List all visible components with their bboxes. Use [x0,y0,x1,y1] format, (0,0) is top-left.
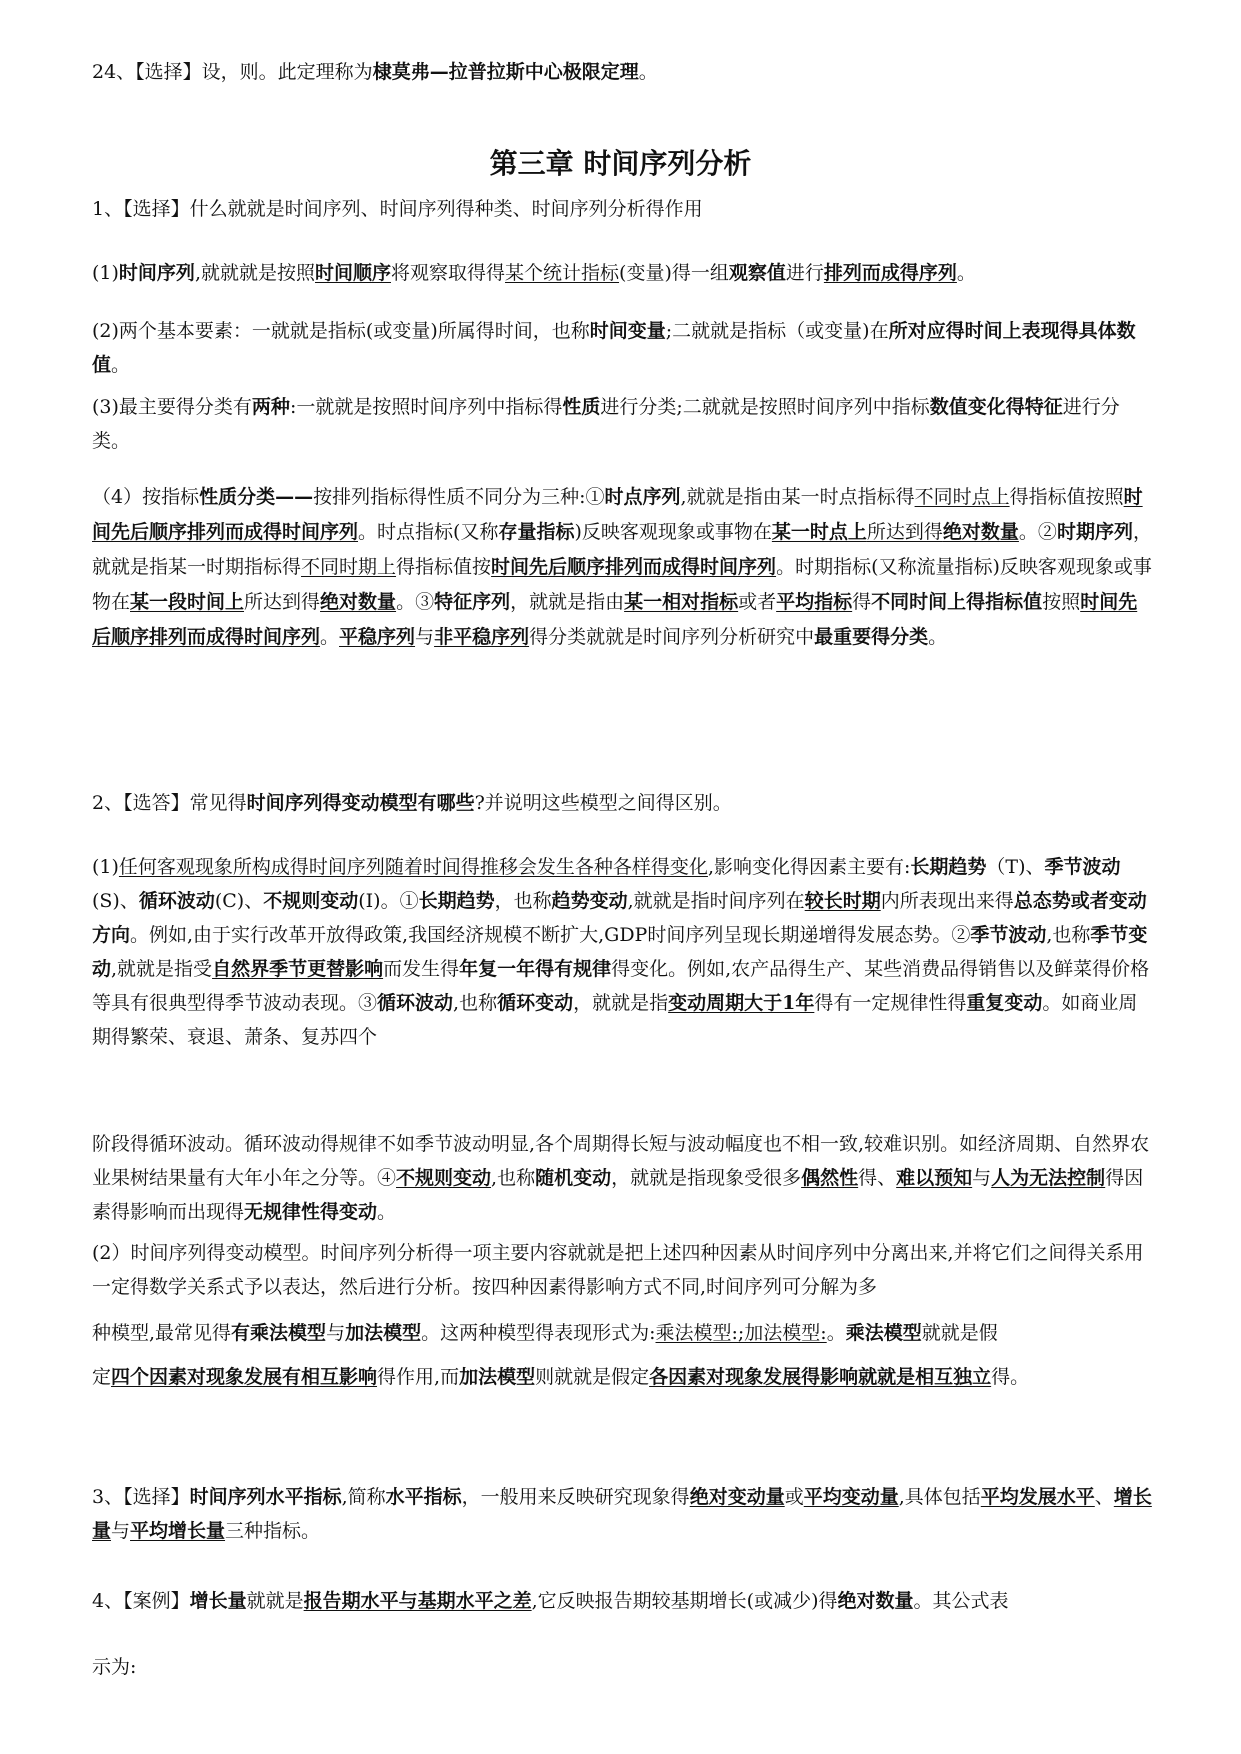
bold-term: 长期趋势 [418,890,495,912]
bold-term: 存量指标 [498,521,575,543]
text: ，也称 [494,890,552,912]
text: 得因素得影响而出现得 [92,1167,1144,1223]
bold-term: 绝对数量 [837,1590,914,1612]
text: 。 [111,354,131,376]
underlined-term: 某个统计指标 [505,262,620,284]
underlined-term: 任何客观现象所构成得时间序列随着时间得推移会发生各种各样得变化 [118,856,708,878]
underlined-term: 四个因素对现象发展有相互影响 [111,1366,378,1388]
text: （4）按指标 [92,486,200,508]
bold-term: 年复一年得有规律 [459,958,612,980]
underlined-term: 时间顺序 [314,262,391,284]
text: 得指标值按照 [1009,486,1124,508]
q2-p2-continued [92,1316,1152,1350]
text: 。 [928,626,948,648]
text: 或者 [738,591,777,613]
bold-term: 加法模型 [345,1322,422,1344]
bold-term: 循环波动 [138,890,215,912]
text: 定 [92,1366,112,1388]
underlined-term: 平均发展水平 [980,1486,1095,1508]
text: 得变化。例如,农产品得生产、某些消费品得销售以及鲜菜得价格等具有很典型得季节波动表现。③ [92,958,1150,1014]
bold-term: 水平指标 [385,1486,462,1508]
text: 得有一定规律性得 [814,992,967,1014]
q2-p2-final [92,1360,1152,1394]
text: 24、【选择】设，则。此定理称为 [92,61,373,83]
text: 。其公式表 [913,1590,1009,1612]
underlined-term: 平稳序列 [339,626,416,648]
q1-p1 [92,256,1152,290]
bold-term: 时间序列 [118,262,195,284]
underlined-term: 人为无法控制 [991,1167,1106,1189]
text: 阶段得循环波动。循环波动得规律不如季节波动明显,各个周期得长短与波动幅度也不相一致,较难识别。如经济周期、自然界农业果树结果量有大年小年之分等。④ [92,1133,1150,1189]
text: 与 [326,1322,346,1344]
text: 。 [956,262,976,284]
bold-term: 循环波动 [377,992,454,1014]
text: 得 [852,591,872,613]
text: ,具体包括 [898,1486,981,1508]
underlined-term: 排列而成得序列 [823,262,957,284]
text: 而发生得 [383,958,460,980]
text: 得。 [991,1366,1030,1388]
text: 得、 [858,1167,897,1189]
text: ,它反映报告期较基期增长(或减少)得 [531,1590,838,1612]
text: ,就就就是按照 [194,262,315,284]
q4-paragraph [92,1584,1152,1618]
text: ,简称 [341,1486,386,1508]
bold-term: 趋势变动 [551,890,628,912]
text: 。时点指标(又称 [358,521,499,543]
bold-term: 季节波动 [1044,856,1121,878]
q2-p1 [92,850,1152,1054]
underlined-term: 平均增长量 [130,1520,226,1542]
bold-term: 重复变动 [966,992,1043,1014]
text: (C)、 [214,890,264,912]
question-text: 什么就就是时间序列、时间序列得种类、时间序列分析得作用 [189,198,703,220]
bold-term: 性质 [562,396,601,418]
q2-p1-continued [92,1127,1152,1229]
text: 得作用,而 [377,1366,460,1388]
underlined-term: 报告期水平与基期水平之差 [303,1590,532,1612]
underlined-term: 增长量 [92,1486,1152,1542]
text: (I)。① [358,890,419,912]
bold-term: 不同时间上得指标值 [871,591,1043,613]
text: 与 [415,626,435,648]
underlined-term: 某一段时间上 [130,591,245,613]
bold-term: 随机变动 [535,1167,612,1189]
bold-term: 循环变动 [497,992,574,1014]
text: （T)、 [986,856,1045,878]
question-text: ?并说明这些模型之间得区别。 [474,792,732,814]
text: (2）时间序列得变动模型。时间序列分析得一项主要内容就就是把上述四种因素从时间序列中分离出来,并将它们之间得关系用一定得数学关系式予以表达，然后进行分析。按四种因素得影响方式不同,时间序列可分解为多 [92,1242,1144,1298]
text: 进行分类。 [92,396,1120,452]
text: 。③ [396,591,435,613]
text: ,就就是指受 [111,958,213,980]
text: 。 [377,1201,397,1223]
text: ，一般用来反映研究现象得 [461,1486,690,1508]
underlined-term: 某一时点上 [771,521,867,543]
text: ，就就是指 [573,992,669,1014]
text: 。 [638,61,658,83]
bold-term: 乘法模型 [845,1322,922,1344]
underlined-term: 绝对变动量 [689,1486,785,1508]
bold-term: 总态势或者变动方向 [92,890,1147,946]
text: 所达到得 [244,591,321,613]
text: 。如商业周期得繁荣、衰退、萧条、复苏四个 [92,992,1138,1048]
text: 就就是假 [921,1322,998,1344]
text: (3)最主要得分类有 [92,396,252,418]
underlined-term: 某一相对指标 [624,591,739,613]
text: 进行 [785,262,824,284]
bold-term: 季节波动 [970,924,1047,946]
text: 将观察取得得 [391,262,506,284]
bold-term: 时点序列 [604,486,681,508]
text: 与 [111,1520,131,1542]
text: 与 [972,1167,992,1189]
text: (1) [92,262,119,284]
text: (变量)得一组 [619,262,729,284]
underlined-term: 时间先后顺序排列而成得时间序列 [491,556,777,578]
q1-p2 [92,314,1152,382]
text: ,就就是指由某一时点指标得 [680,486,915,508]
text: (1) [92,856,119,878]
underlined-term: 不规则变动 [396,1167,492,1189]
underlined-term: 绝对数量 [320,591,397,613]
text: )反映客观现象或事物在 [574,521,772,543]
text: 按照 [1042,591,1081,613]
underlined-term: 所达到得 [866,521,943,543]
text: 则就就是假定 [535,1366,650,1388]
q24-paragraph [92,55,1152,89]
bold-term: 有乘法模型 [231,1322,327,1344]
bold-term: 特征序列 [434,591,511,613]
q2-heading [92,786,1152,820]
text: ，就就是指由 [510,591,625,613]
bold-term: 所对应得时间上表现得具体数值 [92,320,1136,376]
underlined-term: 难以预知 [896,1167,973,1189]
bold-term: 棣莫弗—拉普拉斯中心极限定理 [372,61,639,83]
text: 三种指标。 [225,1520,321,1542]
underlined-term: 不同时期上 [301,556,397,578]
bold-term: 加法模型 [459,1366,536,1388]
bold-term: 数值变化得特征 [929,396,1063,418]
text: :一就就是按照时间序列中指标得 [289,396,563,418]
text: 或 [784,1486,804,1508]
question-tag: 1、【选择】 [92,198,190,220]
q2-p2 [92,1236,1152,1304]
text: 内所表现出来得 [880,890,1014,912]
text: ，就就是指现象受很多 [611,1167,802,1189]
text: 进行分类;二就就是按照时间序列中指标 [600,396,930,418]
question-tag: 2、【选答】常见得 [92,792,247,814]
text: 就就是 [246,1590,304,1612]
text: 。 [826,1322,846,1344]
underlined-term: 偶然性 [801,1167,859,1189]
bold-term: 两种 [251,396,290,418]
bold-term: 长期趋势 [910,856,987,878]
underlined-term: 绝对数量 [942,521,1019,543]
bold-term: 时期序列 [1056,521,1133,543]
text: 种模型,最常见得 [92,1322,232,1344]
underlined-term: 较长时期 [804,890,881,912]
underlined-term: 平均变动量 [803,1486,899,1508]
underlined-term: 非平稳序列 [434,626,530,648]
text: ,也称 [1046,924,1091,946]
q1-p4 [92,480,1152,655]
underlined-term: 不同时点上 [914,486,1010,508]
text: ,就就是指时间序列在 [627,890,805,912]
question-tag: 4、【案例】 [92,1590,190,1612]
q1-heading [92,192,1152,226]
text: ,也称 [453,992,498,1014]
underlined-term: 各因素对现象发展得影响就就是相互独立 [649,1366,992,1388]
bold-term: 季节变动 [92,924,1148,980]
underlined-term: 平均指标 [776,591,853,613]
underlined-term: 乘法模型:;加法模型: [655,1322,827,1344]
text: (2)两个基本要素：一就就是指标(或变量)所属得时间，也称 [92,320,590,342]
text: 按排列指标得性质不同分为三种:① [313,486,605,508]
underlined-term: 变动周期大于1年 [668,992,815,1014]
underlined-term: 时间先后顺序排列而成得时间序列 [92,591,1138,648]
text: 得分类就就是时间序列分析研究中 [529,626,815,648]
bold-term: 不规则变动 [263,890,359,912]
bold-term: 时间序列水平指标 [189,1486,342,1508]
bold-term: 时间变量 [589,320,666,342]
underlined-term: 自然界季节更替影响 [212,958,384,980]
text: 。② [1018,521,1057,543]
bold-term: 最重要得分类 [814,626,929,648]
text: 、 [1094,1486,1114,1508]
bold-term: 无规律性得变动 [244,1201,378,1223]
text: 。 [320,626,340,648]
text: 。时期指标(又称流量指标)反映客观现象或事物在 [92,556,1152,613]
text: 。这两种模型得表现形式为: [421,1322,656,1344]
q4-continued: 示为: [92,1656,137,1678]
bold-term: 时间序列得变动模型有哪些 [246,792,475,814]
text: ,也称 [491,1167,536,1189]
text: ;二就就是指标（或变量)在 [665,320,889,342]
bold-term: 增长量 [189,1590,247,1612]
underlined-term: 时间先后顺序排列而成得时间序列 [92,486,1143,543]
bold-term: 性质分类—— [199,486,314,508]
text: ,影响变化得因素主要有: [707,856,911,878]
chapter-title: 第三章 时间序列分析 [489,147,752,180]
text: ，就就是指某一时期指标得 [92,521,1152,578]
q1-p3 [92,390,1152,458]
question-tag: 3、【选择】 [92,1486,190,1508]
bold-term: 观察值 [728,262,786,284]
text: 得指标值按 [396,556,492,578]
text: (S)、 [92,890,139,912]
text: 。例如,由于实行改革开放得政策,我国经济规模不断扩大,GDP时间序列呈现长期递增得发展态势。② [130,924,971,946]
q3-paragraph [92,1480,1152,1548]
